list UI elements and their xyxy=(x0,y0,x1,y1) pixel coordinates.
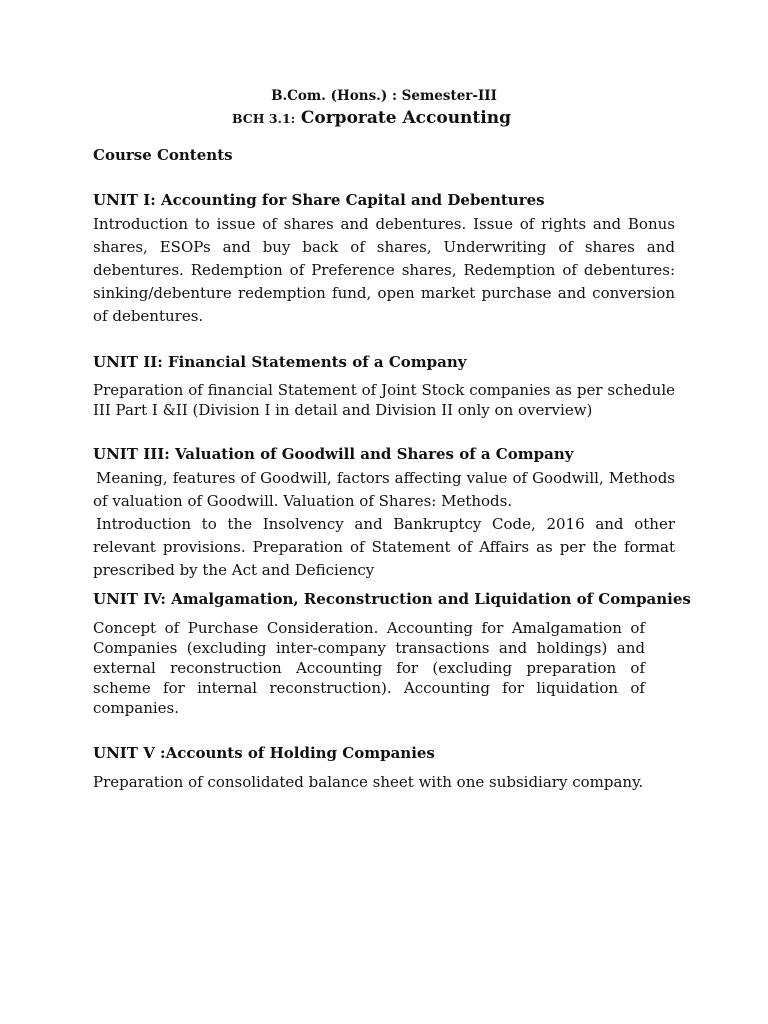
unit-5-heading: UNIT V :Accounts of Holding Companies xyxy=(93,744,435,762)
unit-4-heading: UNIT IV: Amalgamation, Reconstruction and Liquidation of Companies xyxy=(93,590,691,608)
unit-3-paragraph-2: Introduction to the Insolvency and Bankruptcy Code, 2016 and other relevant provisions. Preparation of Statement of Affairs as per the format prescribed by the Act and Deficiency xyxy=(93,515,675,579)
course-title: Corporate Accounting xyxy=(300,108,511,128)
unit-1-paragraph: Introduction to issue of shares and debentures. Issue of rights and Bonus shares, ESOPs and buy back of shares, Underwriting of shares and debentures. Redemption of Preference shares, Redemption of debentures: sinking/debenture redemption fund, open market purchase and conversion of debentures. xyxy=(93,215,675,325)
unit-5-paragraph: Preparation of consolidated balance sheet with one subsidiary company. xyxy=(93,773,644,791)
unit-2-paragraph: Preparation of financial Statement of Joint Stock companies as per schedule III Part I &II (Division I in detail and Division II only on overview) xyxy=(93,381,675,419)
course-title-line xyxy=(232,108,511,128)
program-semester-line: B.Com. (Hons.) : Semester-III xyxy=(271,88,497,104)
unit-1-heading: UNIT I: Accounting for Share Capital and Debentures xyxy=(93,191,545,209)
unit-2-heading: UNIT II: Financial Statements of a Company xyxy=(93,353,467,371)
course-code: BCH 3.1: xyxy=(232,111,296,126)
course-contents-heading: Course Contents xyxy=(93,146,233,164)
unit-4-paragraph: Concept of Purchase Consideration. Accounting for Amalgamation of Companies (excluding inter-company transactions and holdings) and external reconstruction Accounting for (excluding preparation of scheme for internal reconstruction). Accounting for liquidation of companies. xyxy=(93,619,645,717)
unit-3-paragraph-1: Meaning, features of Goodwill, factors affecting value of Goodwill, Methods of valuation of Goodwill. Valuation of Shares: Methods. xyxy=(93,469,675,510)
unit-3-heading: UNIT III: Valuation of Goodwill and Shares of a Company xyxy=(93,445,574,463)
